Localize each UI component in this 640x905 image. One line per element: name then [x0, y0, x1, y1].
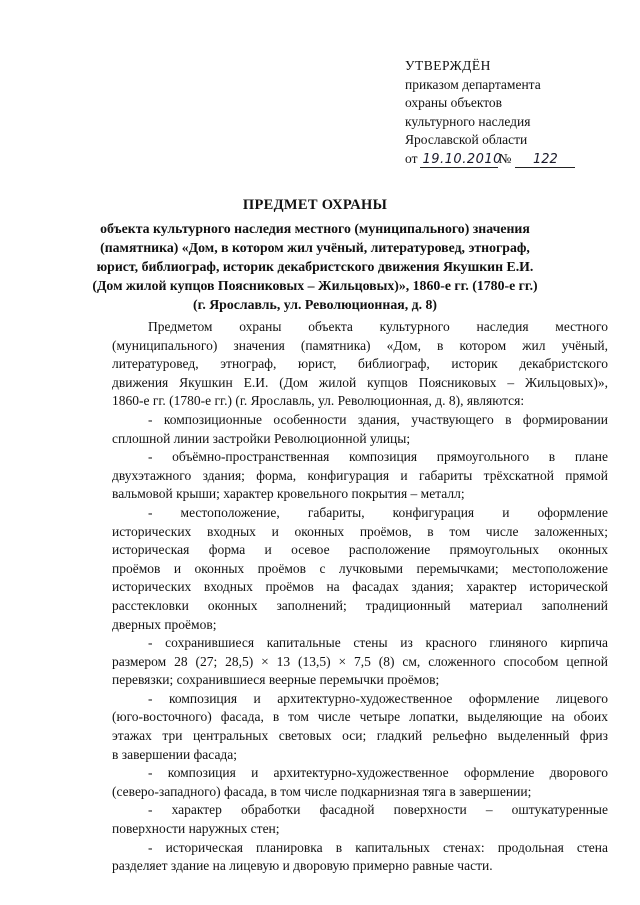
paragraph-line: - местоположение, габариты, конфигурация и оформление — [148, 504, 608, 520]
paragraph-line: Предметом охраны объекта культурного наследия местного — [148, 319, 608, 334]
body-paragraph — [112, 764, 608, 801]
approval-stamp-block — [405, 57, 605, 168]
paragraph-line: - сохранившиеся капитальные стены из красного глиняного кирпича — [148, 635, 608, 651]
paragraph-line: движения Якушкин Е.И. (Дом жилой купцов Поясниковых – Жильцовых)», — [112, 374, 608, 390]
date-prefix: от — [405, 150, 418, 166]
document-title: ПРЕДМЕТ ОХРАНЫ — [242, 197, 388, 213]
paragraph-line: проёмов и оконных проёмов с лучковыми перемычками; местоположение — [112, 560, 608, 576]
paragraph-line: литературовед, этнограф, юрист, библиограф, историк декабристского — [112, 356, 608, 372]
paragraph-line: - композиция и архитектурно-художественное оформление лицевого — [148, 690, 608, 706]
paragraph-line: поверхности наружных стен; — [112, 821, 280, 837]
paragraph-line: 1860-е гг. (1780-е гг.) (г. Ярославль, ул. Революционная, д. 8), являются: — [112, 393, 525, 409]
paragraph-line: - композиция и архитектурно-художественное оформление дворового — [148, 765, 608, 781]
approval-heading: УТВЕРЖДЁН — [405, 58, 491, 73]
subtitle-line: объекта культурного наследия местного (муниципального) значения — [100, 221, 530, 236]
document-subtitle — [80, 219, 550, 314]
paragraph-line: сплошной линии застройки Революционной улицы; — [112, 430, 411, 446]
body-paragraph — [112, 634, 608, 690]
paragraph-line: дверных проёмов; — [112, 616, 217, 632]
paragraph-line: исторических входных проёмов на фасадах здания; характер исторической — [112, 579, 608, 595]
number-sign: № — [498, 150, 512, 166]
paragraph-line: - историческая планировка в капитальных стенах: продольная стена — [148, 839, 608, 855]
paragraph-line: - характер обработки фасадной поверхности – оштукатуренные — [148, 802, 608, 818]
paragraph-line: исторических входных и оконных проёмов, в том числе заложенных; — [112, 523, 608, 539]
subtitle-line: юрист, библиограф, историк декабристского движения Якушкин Е.И. — [96, 259, 534, 274]
paragraph-line: расстекловки оконных заполнений; традиционный материал заполнений — [112, 597, 608, 613]
paragraph-line: размером 28 (27; 28,5) × 13 (13,5) × 7,5 (8) см, сложенного способом цепной — [112, 653, 608, 669]
paragraph-line: - объёмно-пространственная композиция прямоугольного в плане — [148, 449, 608, 465]
body-paragraph — [112, 839, 608, 876]
approval-line: приказом департамента — [405, 76, 541, 92]
handwritten-date: 19.10.2010 — [422, 151, 502, 167]
paragraph-line: разделяет здание на лицевую и дворовую примерно равные части. — [112, 858, 493, 874]
paragraph-line: перевязки; сохранившиеся веерные перемычки проёмов; — [112, 672, 440, 688]
body-paragraph — [112, 690, 608, 764]
body-paragraph — [112, 448, 608, 504]
document-body — [112, 318, 608, 876]
paragraph-line: в завершении фасада; — [112, 746, 238, 762]
body-paragraph — [112, 504, 608, 634]
paragraph-line: (северо-западного) фасада, в том числе подкарнизная тяга в завершении; — [112, 783, 532, 799]
approval-line: культурного наследия — [405, 113, 531, 129]
subtitle-line: (Дом жилой купцов Поясниковых – Жильцовых)», 1860-е гг. (1780-е гг.) — [92, 278, 538, 293]
body-paragraph — [112, 318, 608, 411]
approval-line: охраны объектов — [405, 95, 503, 110]
approval-line: Ярославской области — [405, 132, 528, 147]
subtitle-line: (памятника) «Дом, в котором жил учёный, литературовед, этнограф, — [100, 240, 530, 255]
paragraph-line: - композиционные особенности здания, участвующего в формировании — [148, 411, 608, 427]
paragraph-line: этажах три центральных световых оси; гладкий рельефно выделенный фриз — [112, 728, 608, 744]
paragraph-line: (муниципального) значения (памятника) «Дом, в котором жил учёный, — [112, 337, 608, 353]
paragraph-line: вальмовой крыши; характер кровельного покрытия – металл; — [112, 486, 465, 502]
body-paragraph — [112, 801, 608, 838]
title-block — [80, 196, 550, 314]
subtitle-line: (г. Ярославль, ул. Революционная, д. 8) — [193, 297, 437, 312]
body-paragraph — [112, 411, 608, 448]
paragraph-line: (юго-восточного) фасада, в том числе четыре лопатки, выделяющие на обоих — [112, 709, 608, 725]
approval-date-row — [405, 150, 605, 169]
paragraph-line: двухэтажного здания; форма, конфигурация и габариты трёхскатной прямой — [112, 467, 608, 483]
handwritten-number: 122 — [515, 152, 575, 168]
paragraph-line: историческая форма и осевое расположение прямоугольных оконных — [112, 542, 608, 558]
